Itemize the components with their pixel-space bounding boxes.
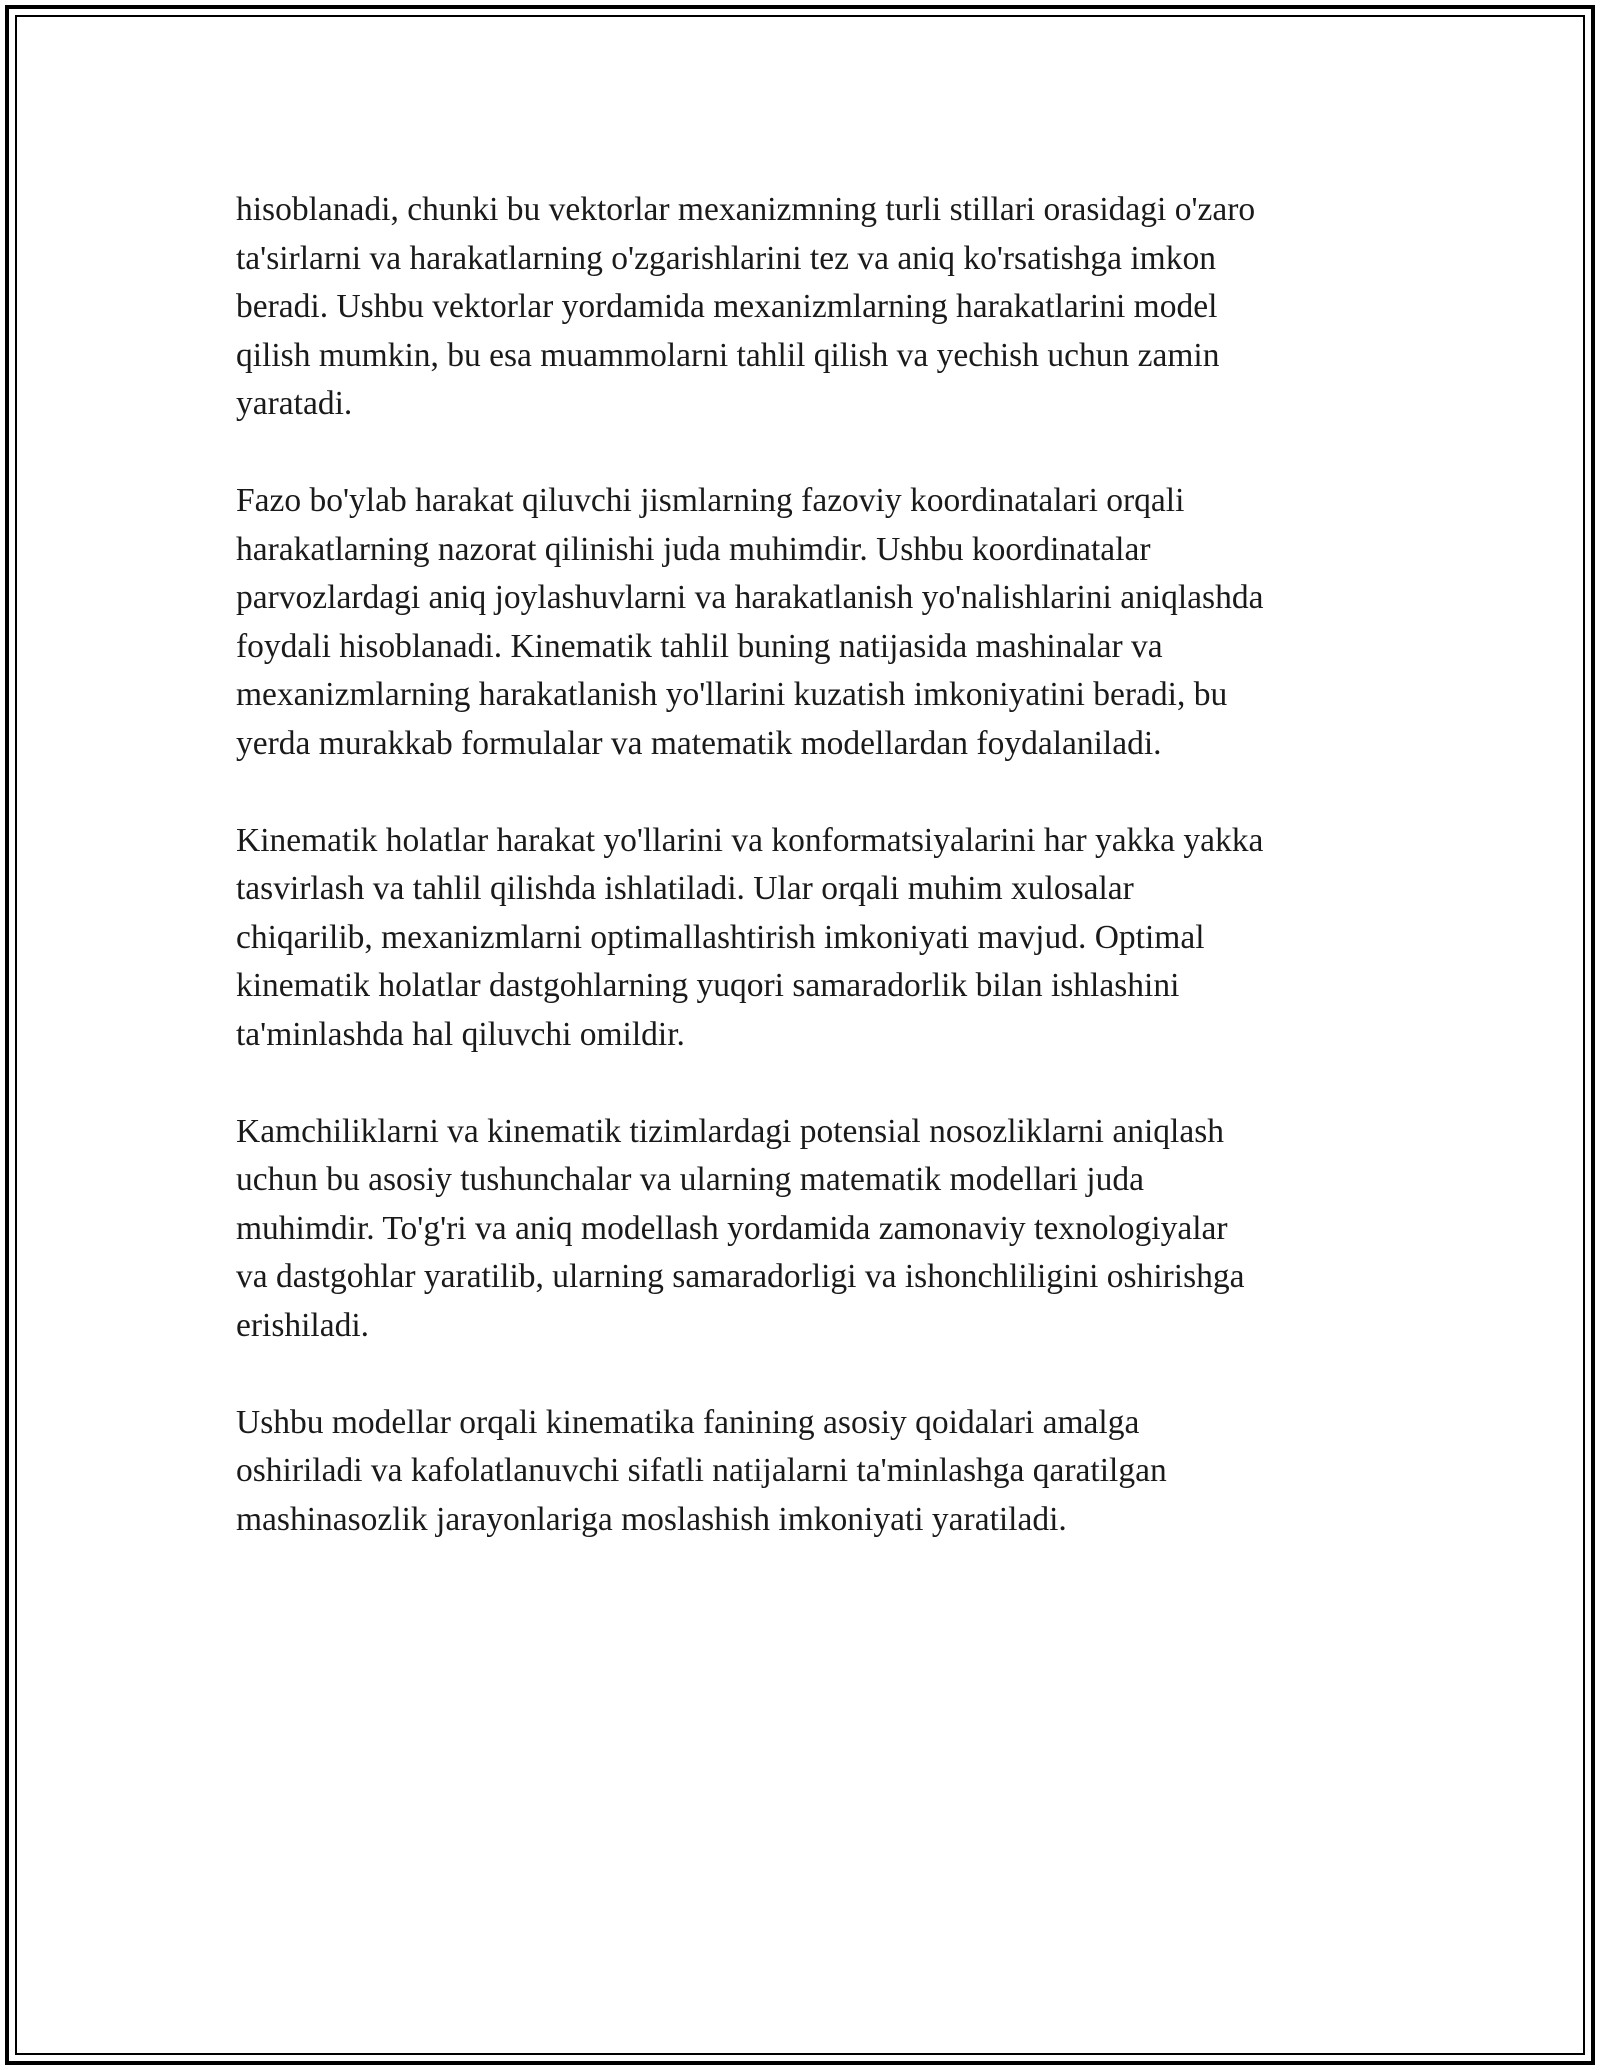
paragraph: Kamchiliklarni va kinematik tizimlardagi potensial nosozliklarni aniqlash uchun bu asosiy tushunchalar va ularning matematik modellari juda muhimdir. To'g'ri va aniq modellash yordamida zamonaviy texnologiyalar va dastgohlar yaratilib, ularning samaradorligi va ishonchliligini oshirishga erishiladi. <box>236 1112 1245 1344</box>
paragraph: Ushbu modellar orqali kinematika fanining asosiy qoidalari amalga oshiriladi va kafolatlanuvchi sifatli natijalarni ta'minlashga qaratilgan mashinasozlik jarayonlariga moslashish imkoniyati yaratiladi. <box>236 1403 1167 1538</box>
paragraph: Fazo bo'ylab harakat qiluvchi jismlarning fazoviy koordinatalari orqali harakatlarning nazorat qilinishi juda muhimdir. Ushbu koordinatalar parvozlardagi aniq joylashuvlarni va harakatlanish yo'nalishlarini aniqlashda foydali hisoblanadi. Kinematik tahlil buning natijasida mashinalar va mexanizmlarning harakatlanish yo'llarini kuzatish imkoniyatini beradi, bu yerda murakkab formulalar va matematik modellardan foydalaniladi. <box>236 482 1264 762</box>
paragraph: Kinematik holatlar harakat yo'llarini va konformatsiyalarini har yakka yakka tasvirlash va tahlil qilishda ishlatiladi. Ular orqali muhim xulosalar chiqarilib, mexanizmlarni optimallashtirish imkoniyati mavjud. Optimal kinematik holatlar dastgohlarning yuqori samaradorlik bilan ishlashini ta'minlashda hal qiluvchi omildir. <box>236 821 1264 1053</box>
document-body <box>236 186 1386 1593</box>
paragraph: hisoblanadi, chunki bu vektorlar mexanizmning turli stillari orasidagi o'zaro ta'sirlarni va harakatlarning o'zgarishlarini tez va aniq ko'rsatishga imkon beradi. Ushbu vektorlar yordamida mexanizmlarning harakatlarini model qilish mumkin, bu esa muammolarni tahlil qilish va yechish uchun zamin yaratadi. <box>236 191 1256 422</box>
